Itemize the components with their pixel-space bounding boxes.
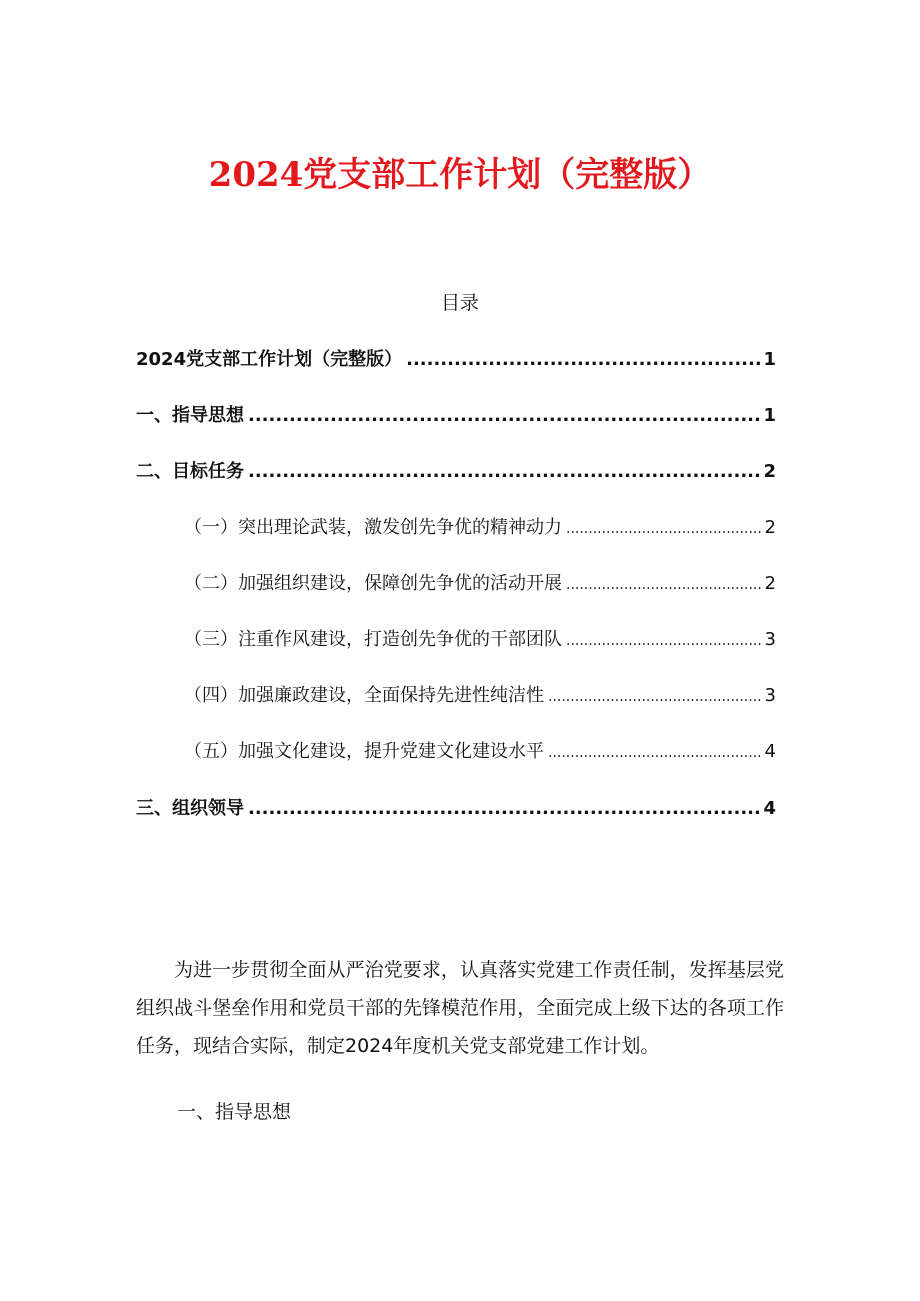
toc-entry-title[interactable] [136,346,776,374]
toc-entry-page: 2 [764,573,776,594]
section-heading: 一、指导思想 [177,1101,292,1123]
toc-entry-label: （三）注重作风建设，打造创先争优的干部团队 [184,629,562,650]
intro-paragraph: 为进一步贯彻全面从严治党要求，认真落实党建工作责任制，发挥基层党组织战斗堡垒作用和党员干部的先锋模范作用，全面完成上级下达的各项工作任务，现结合实际，制定2024年度机关党支部党建工作计划。 [136,959,784,1057]
toc-entry-page: 1 [763,349,776,370]
toc-leader-dots [566,627,763,655]
toc-entry-label: （二）加强组织建设，保障创先争优的活动开展 [184,573,562,594]
toc-entry-label: 三、组织领导 [136,798,244,819]
toc-leader-dots [248,402,761,430]
toc-entry-guiding-ideology[interactable] [136,402,776,430]
toc-entry-subsection-4[interactable] [184,682,776,711]
toc-heading: 目录 [440,292,479,314]
toc-entry-label: 2024党支部工作计划（完整版） [136,349,403,370]
toc-entry-label: 二、目标任务 [136,461,244,482]
toc-leader-dots [548,683,763,711]
toc-entry-goals-tasks[interactable] [136,458,776,486]
toc-leader-dots [566,571,763,599]
toc-entry-page: 4 [764,741,776,762]
toc-entry-page: 4 [763,798,776,819]
toc-entry-organization-leadership[interactable] [136,795,776,823]
toc-entry-label: 一、指导思想 [136,405,244,426]
toc-entry-subsection-5[interactable] [184,738,776,767]
toc-entry-label: （五）加强文化建设，提升党建文化建设水平 [184,741,544,762]
toc-entry-subsection-1[interactable] [184,514,776,543]
toc-leader-dots [566,515,763,543]
toc-entry-label: （一）突出理论武装，激发创先争优的精神动力 [184,517,562,538]
toc-entry-subsection-3[interactable] [184,626,776,655]
toc-entry-page: 3 [764,685,776,706]
toc-entry-page: 3 [764,629,776,650]
document-title: 2024党支部工作计划（完整版） [208,155,712,195]
toc-entry-page: 1 [763,405,776,426]
toc-entry-page: 2 [763,461,776,482]
toc-entry-page: 2 [764,517,776,538]
toc-leader-dots [248,458,761,486]
toc-entry-label: （四）加强廉政建设，全面保持先进性纯洁性 [184,685,544,706]
toc-entry-subsection-2[interactable] [184,570,776,599]
toc-leader-dots [548,739,763,767]
toc-leader-dots [406,346,761,374]
toc-leader-dots [248,795,761,823]
